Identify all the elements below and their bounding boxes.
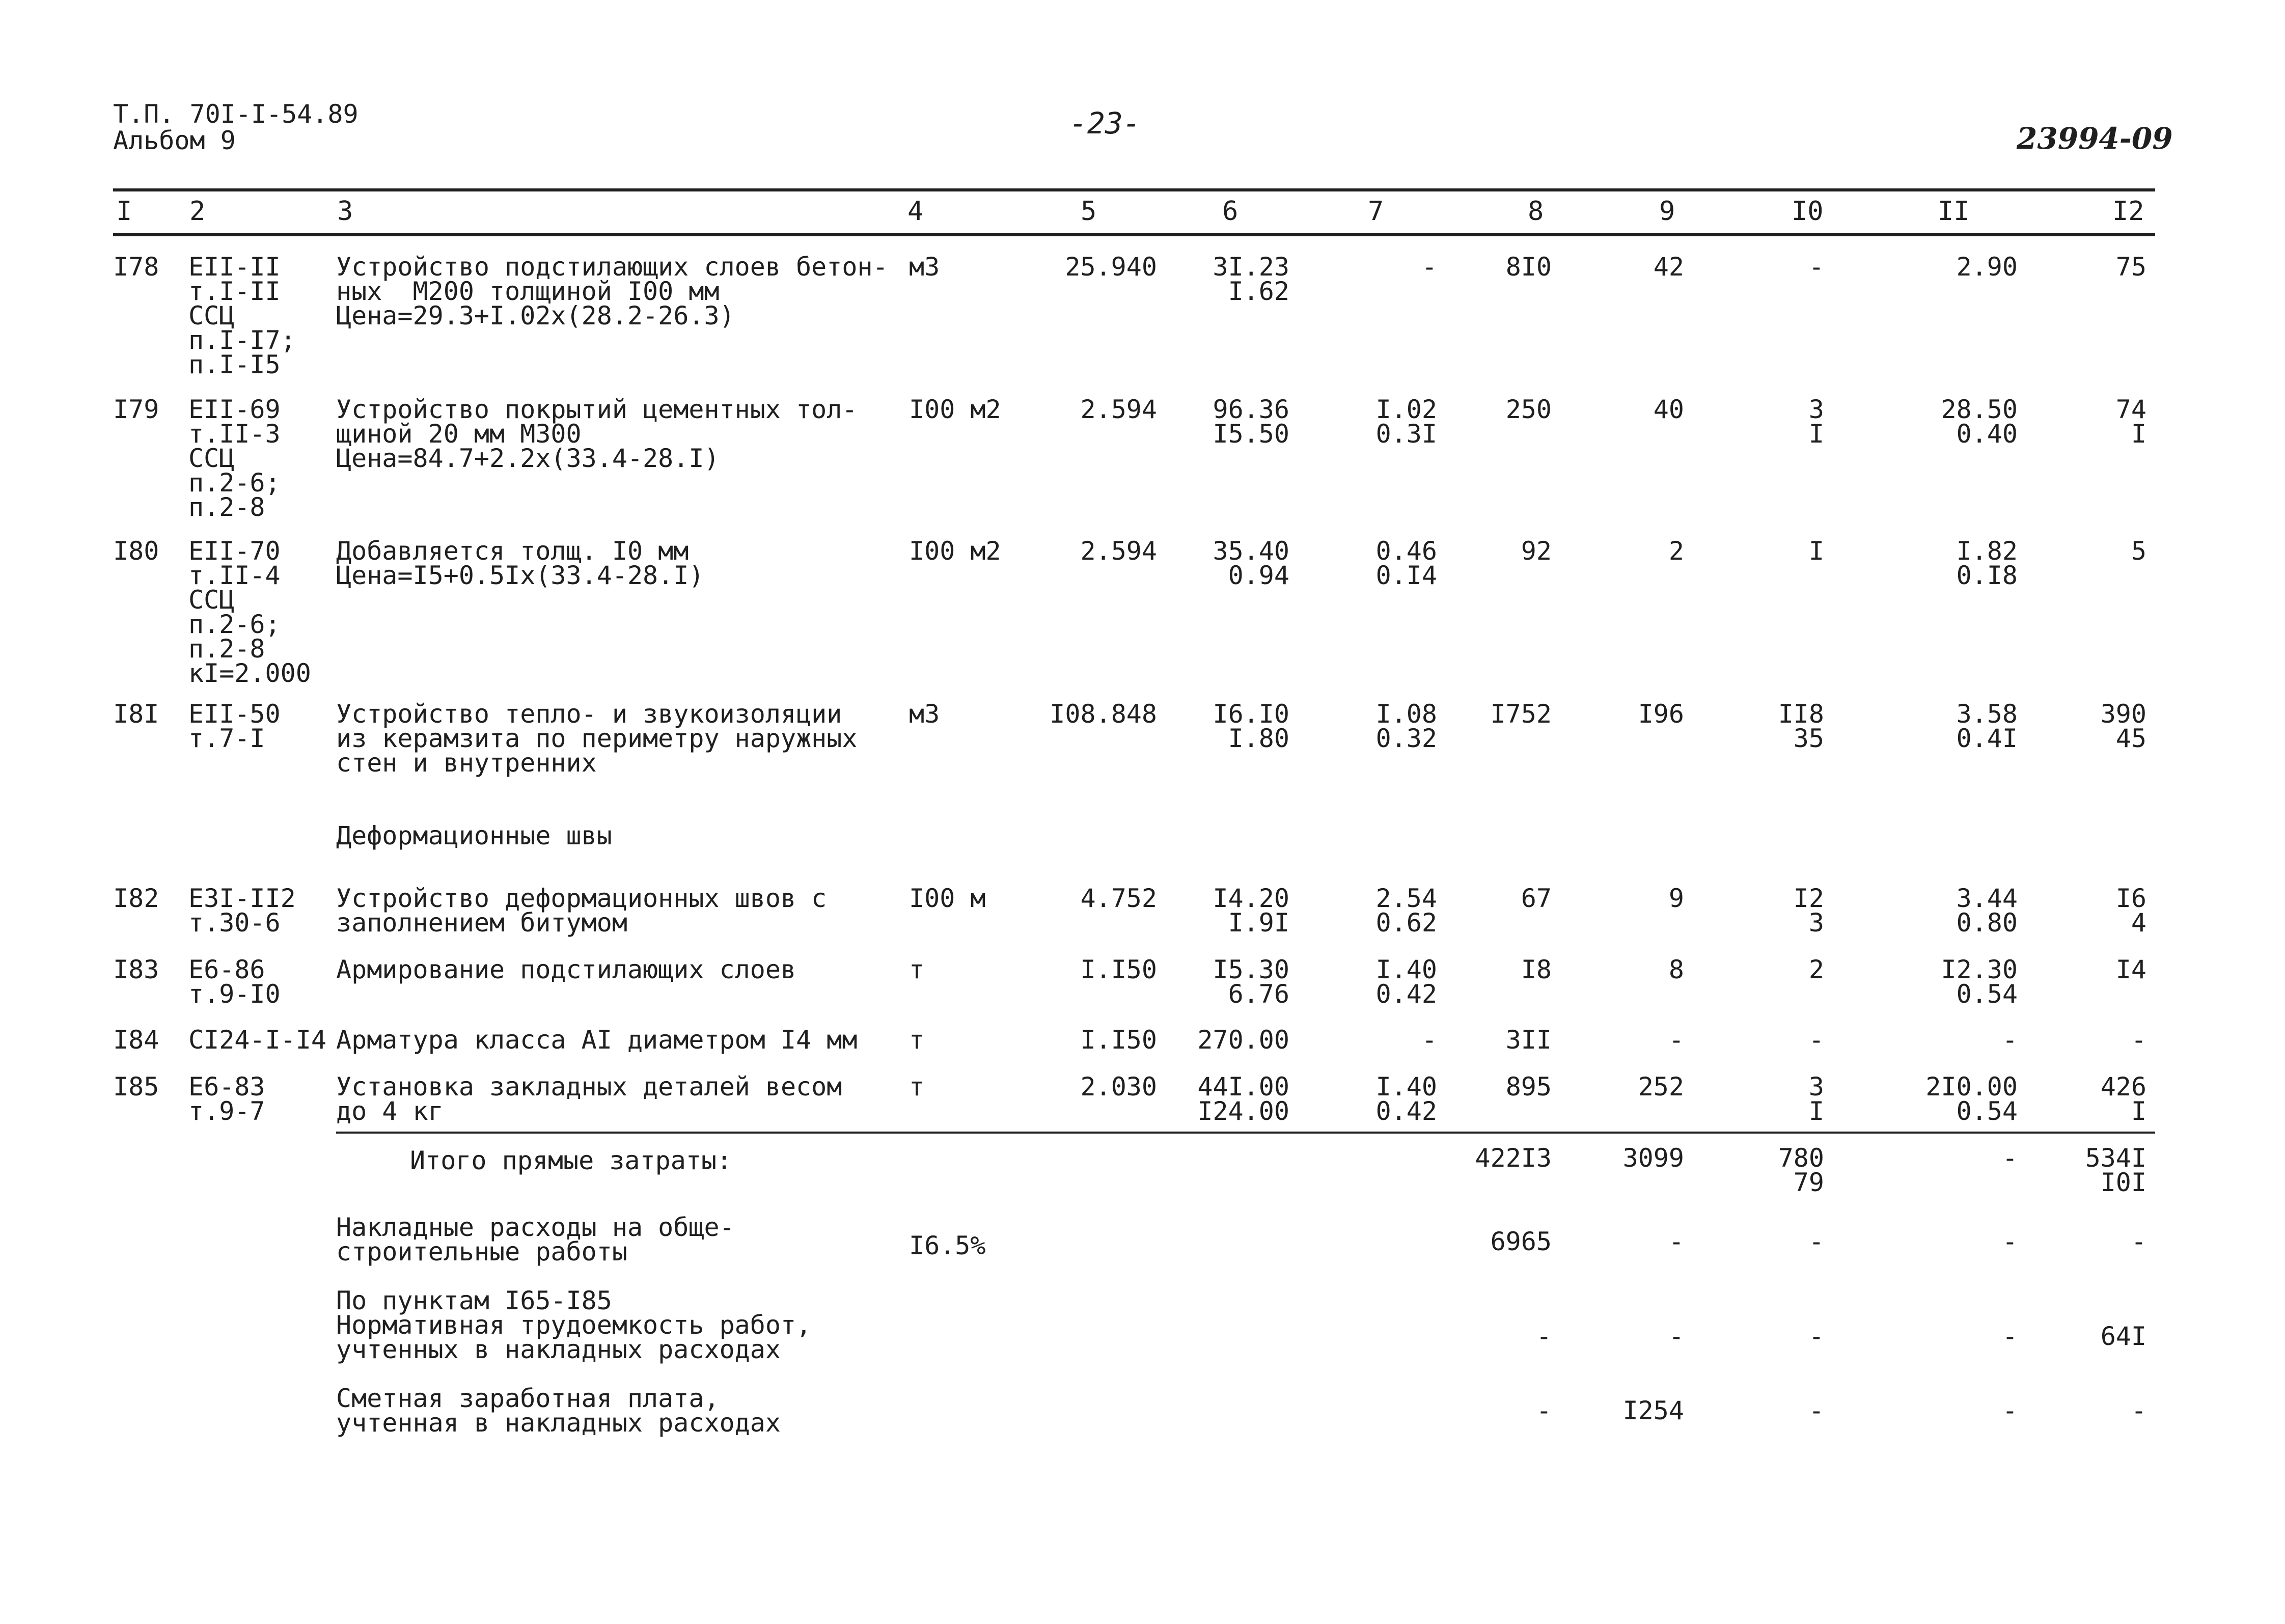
work-description: Армирование подстилающих слоев — [336, 955, 796, 984]
labor-norm-total: - — [1536, 1322, 1552, 1351]
machine-total: II8 35 — [1778, 699, 1824, 753]
quantity: 2.594 — [1080, 395, 1157, 424]
unit-price: I5.30 6.76 — [1213, 955, 1289, 1009]
overhead-label: Накладные расходы на обще- строительные работы — [336, 1213, 735, 1267]
labor-norm-labor-total: 64I — [2100, 1322, 2146, 1351]
machine-total: 2 — [1808, 955, 1824, 984]
col-header-2: 2 — [189, 196, 206, 227]
machine-cost: I.08 0.32 — [1375, 699, 1437, 753]
labor-total: I4 — [2115, 955, 2146, 984]
wage-fund-labor: - — [2002, 1396, 2018, 1425]
totals-labor: - — [2002, 1143, 2018, 1173]
labor-per-unit: 3.44 0.80 — [1956, 884, 2018, 938]
machine-cost: I.40 0.42 — [1375, 955, 1437, 1009]
unit: м3 — [909, 699, 940, 729]
album-label: Альбом 9 — [113, 126, 236, 155]
col-header-11: II — [1938, 196, 1970, 227]
unit-price: 270.00 — [1197, 1025, 1289, 1055]
quantity: 4.752 — [1080, 884, 1157, 913]
total-cost: 895 — [1505, 1072, 1552, 1102]
document-header — [113, 101, 359, 154]
wage-cost: 8 — [1668, 955, 1684, 984]
unit-price: 44I.00 I24.00 — [1197, 1072, 1289, 1126]
unit: I00 м2 — [909, 395, 1001, 424]
norm-code: E6-83 т.9-7 — [188, 1072, 265, 1126]
unit: I00 м2 — [909, 536, 1001, 566]
col-header-9: 9 — [1659, 196, 1675, 227]
totals-machine: 780 79 — [1778, 1143, 1824, 1197]
machine-cost: - — [1421, 1025, 1437, 1055]
labor-total: 426 I — [2100, 1072, 2146, 1126]
row-number: I82 — [113, 884, 159, 913]
col-header-7: 7 — [1368, 196, 1384, 227]
work-description: Арматура класса AI диаметром I4 мм — [336, 1025, 858, 1055]
row-number: I8I — [113, 699, 159, 729]
col-header-10: I0 — [1792, 196, 1824, 227]
unit: т — [909, 1025, 925, 1055]
machine-cost: - — [1421, 252, 1437, 282]
work-description: Добавляется толщ. I0 мм Цена=I5+0.5Iх(33.4-28.I) — [336, 536, 704, 590]
total-cost: 67 — [1521, 884, 1552, 913]
quantity: 2.594 — [1080, 536, 1157, 566]
row-number: I79 — [113, 395, 159, 424]
wage-cost: - — [1668, 1025, 1684, 1055]
labor-total: 74 I — [2115, 395, 2146, 449]
overhead-labor: - — [2002, 1227, 2018, 1256]
work-description: Устройство деформационных швов с заполнением битумом — [336, 884, 827, 938]
col-header-3: 3 — [337, 196, 353, 227]
labor-total: 75 — [2115, 252, 2146, 282]
col-header-12: I2 — [2112, 196, 2144, 227]
total-cost: I8 — [1521, 955, 1552, 984]
total-cost: 3II — [1505, 1025, 1552, 1055]
wage-cost: 42 — [1653, 252, 1684, 282]
machine-total: - — [1808, 1025, 1824, 1055]
wage-cost: 9 — [1668, 884, 1684, 913]
col-header-6: 6 — [1222, 196, 1238, 227]
wage-cost: I96 — [1638, 699, 1684, 729]
labor-norm-machine: - — [1808, 1322, 1824, 1351]
row-number: I84 — [113, 1025, 159, 1055]
total-cost: 8I0 — [1505, 252, 1552, 282]
quantity: I.I50 — [1080, 1025, 1157, 1055]
labor-total: I6 4 — [2115, 884, 2146, 938]
labor-per-unit: 2I0.00 0.54 — [1925, 1072, 2018, 1126]
totals-rule — [336, 1132, 2155, 1134]
wage-cost: 252 — [1638, 1072, 1684, 1102]
unit-price: 96.36 I5.50 — [1213, 395, 1289, 449]
wage-fund-labor-total: - — [2131, 1396, 2146, 1425]
labor-per-unit: 3.58 0.4I — [1956, 699, 2018, 753]
work-description: Устройство покрытий цементных тол- щиной 20 мм М300 Цена=84.7+2.2х(33.4-28.I) — [336, 395, 858, 473]
labor-per-unit: - — [2002, 1025, 2018, 1055]
col-header-5: 5 — [1081, 196, 1097, 227]
norm-code: E6-86 т.9-I0 — [188, 955, 281, 1009]
wage-fund-label: Сметная заработная плата, учтенная в накладных расходах — [336, 1384, 781, 1438]
labor-norm-wage: - — [1668, 1322, 1684, 1351]
overhead-machine: - — [1808, 1227, 1824, 1256]
total-cost: 92 — [1521, 536, 1552, 566]
overhead-rate: I6.5% — [909, 1231, 986, 1260]
labor-total: - — [2131, 1025, 2146, 1055]
norm-code: E3I-II2 т.30-6 — [188, 884, 296, 938]
totals-label: Итого прямые затраты: — [410, 1146, 732, 1175]
row-number: I80 — [113, 536, 159, 566]
labor-total: 5 — [2131, 536, 2146, 566]
wage-fund-total: - — [1536, 1396, 1552, 1425]
machine-cost: 2.54 0.62 — [1375, 884, 1437, 938]
unit: I00 м — [909, 884, 986, 913]
row-number: I85 — [113, 1072, 159, 1102]
document-code: 23994-09 — [2017, 121, 2173, 156]
quantity: I08.848 — [1050, 699, 1157, 729]
unit-price: 3I.23 I.62 — [1213, 252, 1289, 306]
labor-per-unit: I.82 0.I8 — [1956, 536, 2018, 590]
machine-cost: 0.46 0.I4 — [1375, 536, 1437, 590]
labor-norm-label: По пунктам I65-I85 Нормативная трудоемкость работ, учтенных в накладных расходах — [336, 1286, 812, 1364]
unit-price: I6.I0 I.80 — [1213, 699, 1289, 753]
unit-price: I4.20 I.9I — [1213, 884, 1289, 938]
wage-cost: 40 — [1653, 395, 1684, 424]
unit-price: 35.40 0.94 — [1213, 536, 1289, 590]
overhead-labor-total: - — [2131, 1227, 2146, 1256]
work-description: Установка закладных деталей весом до 4 кг — [336, 1072, 842, 1126]
norm-code: CI24-I-I4 — [188, 1025, 326, 1055]
section-title: Деформационные швы — [336, 821, 612, 850]
labor-per-unit: 28.50 0.40 — [1941, 395, 2018, 449]
machine-total: I — [1808, 536, 1824, 566]
labor-total: 390 45 — [2100, 699, 2146, 753]
norm-code: EII-II т.I-II ССЦ п.I-I7; п.I-I5 — [188, 252, 296, 379]
totals-total: 422I3 — [1475, 1143, 1552, 1173]
norm-code: EII-69 т.II-3 ССЦ п.2-6; п.2-8 — [188, 395, 281, 522]
totals-wage: 3099 — [1622, 1143, 1684, 1173]
wage-cost: 2 — [1668, 536, 1684, 566]
norm-code: EII-50 т.7-I — [188, 699, 281, 753]
table-top-rule — [113, 188, 2155, 191]
unit: т — [909, 1072, 925, 1102]
labor-per-unit: 2.90 — [1956, 252, 2018, 282]
totals-labor-total: 534I I0I — [2085, 1143, 2146, 1197]
doc-reference: Т.П. 70I-I-54.89 — [113, 99, 359, 129]
machine-total: - — [1808, 252, 1824, 282]
wage-fund-wage: I254 — [1622, 1396, 1684, 1425]
col-header-4: 4 — [907, 196, 924, 227]
machine-cost: I.02 0.3I — [1375, 395, 1437, 449]
col-header-8: 8 — [1528, 196, 1544, 227]
page-number: -23- — [1069, 106, 1141, 141]
machine-total: 3 I — [1808, 1072, 1824, 1126]
unit: т — [909, 955, 925, 984]
work-description: Устройство подстилающих слоев бетон- ных М200 толщиной I00 мм Цена=29.3+I.02х(28.2-26.3) — [336, 252, 888, 331]
overhead-wage: - — [1668, 1227, 1684, 1256]
quantity: 25.940 — [1065, 252, 1157, 282]
row-number: I83 — [113, 955, 159, 984]
row-number: I78 — [113, 252, 159, 282]
total-cost: 250 — [1505, 395, 1552, 424]
quantity: I.I50 — [1080, 955, 1157, 984]
overhead-total: 6965 — [1490, 1227, 1552, 1256]
col-header-1: I — [116, 196, 132, 227]
wage-fund-machine: - — [1808, 1396, 1824, 1425]
work-description: Устройство тепло- и звукоизоляции из керамзита по периметру наружных стен и внутренних — [336, 699, 858, 778]
unit: м3 — [909, 252, 940, 282]
table-header-rule — [113, 233, 2155, 236]
norm-code: EII-70 т.II-4 ССЦ п.2-6; п.2-8 кI=2.000 — [188, 536, 311, 688]
labor-per-unit: I2.30 0.54 — [1941, 955, 2018, 1009]
total-cost: I752 — [1490, 699, 1552, 729]
machine-total: I2 3 — [1793, 884, 1824, 938]
quantity: 2.030 — [1080, 1072, 1157, 1102]
machine-cost: I.40 0.42 — [1375, 1072, 1437, 1126]
machine-total: 3 I — [1808, 395, 1824, 449]
labor-norm-labor: - — [2002, 1322, 2018, 1351]
